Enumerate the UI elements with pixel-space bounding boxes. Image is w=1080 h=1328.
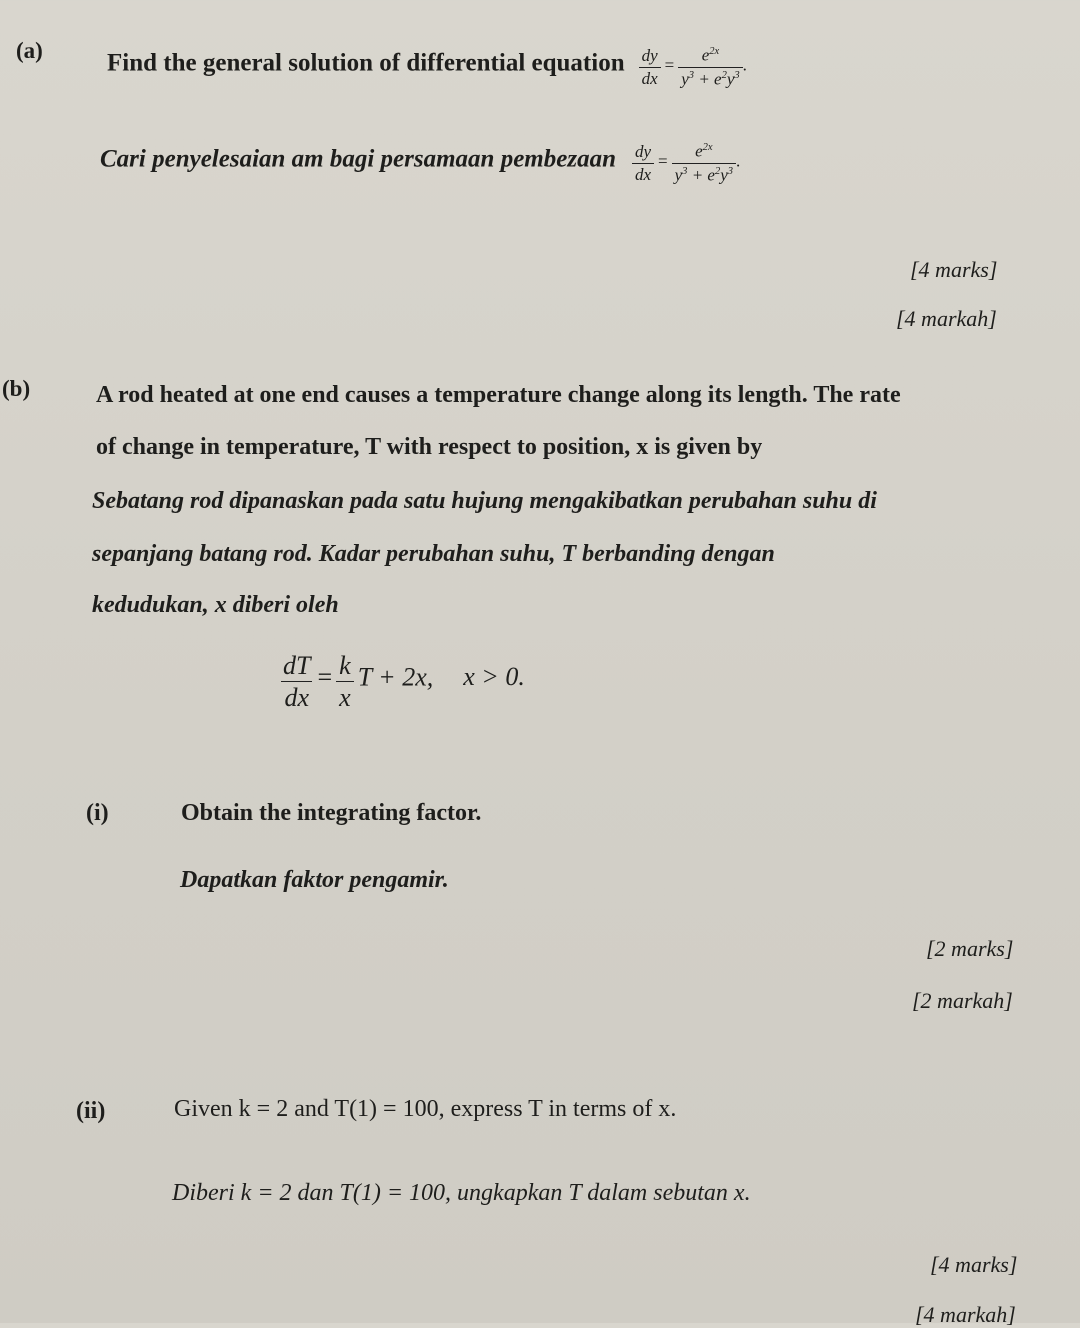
- part-b-eq-lhs-num: dT: [283, 651, 311, 680]
- part-a-label: (a): [16, 38, 43, 63]
- sub-i-marks-en: [2 marks]: [926, 936, 1014, 961]
- part-b-intro-ms-line2: sepanjang batang rod. Kadar perubahan suhu, T berbanding dengan: [92, 541, 775, 567]
- part-b-eq-condition: x > 0.: [463, 662, 525, 692]
- part-a-rhs-num: $e^{2x}$: [701, 45, 720, 65]
- part-b-eq-k-num: k: [339, 651, 351, 680]
- sub-ii-text-ms: Diberi k = 2 dan T(1) = 100, ungkapkan T dalam sebutan x.: [172, 1180, 751, 1206]
- part-b-intro-ms-line1: Sebatang rod dipanaskan pada satu hujung mengakibatkan perubahan suhu di: [92, 488, 877, 514]
- sub-ii-marks-ms: [4 markah]: [915, 1302, 1016, 1327]
- part-b-equation: [280, 652, 525, 712]
- part-a-lhs-fraction: [639, 47, 661, 88]
- part-a-question-en-text: Find the general solution of differential equation: [107, 49, 625, 77]
- sub-ii-label: (ii): [76, 1098, 106, 1124]
- part-a-lhs-num: dy: [641, 45, 658, 65]
- part-b-eq-rest: T + 2x,: [357, 662, 434, 692]
- part-b-eq-k-fraction: [336, 652, 354, 712]
- part-a-question-ms-text: Cari penyelesaian am bagi persamaan pembezaan: [100, 145, 616, 173]
- part-a-lhs-den: dx: [639, 67, 661, 88]
- sub-ii-text-en: Given k = 2 and T(1) = 100, express T in terms of x.: [174, 1096, 677, 1122]
- part-a-ms-rhs-fraction: $\frac{e^{2x}}{y^3 + e^2y^3}$: [672, 142, 736, 184]
- sub-i-text-ms: Dapatkan faktor pengamir.: [180, 867, 449, 893]
- part-a-ms-lhs-fraction: $\frac{dy}{dx}$: [632, 143, 654, 184]
- part-a-end-punct: .: [742, 55, 747, 75]
- part-b-label: (b): [2, 376, 31, 401]
- sub-ii-marks-en: [4 marks]: [930, 1252, 1018, 1277]
- part-a-rhs-den: $y^3 + e^2y^3$: [678, 67, 742, 89]
- part-a-rhs-fraction: [678, 46, 742, 88]
- part-b-eq-lhs-fraction: [280, 652, 313, 712]
- part-b-intro-en-line2: of change in temperature, T with respect to position, x is given by: [96, 434, 763, 460]
- part-a-question-ms: Cari penyelesaian am bagi persamaan pembezaan $\frac{dy}{dx}$ = $\frac{e^{2x}}{y^3 + e^2y^3}$ .: [100, 141, 741, 185]
- sub-i-label: (i): [86, 800, 109, 826]
- part-a-eq-sign: =: [664, 55, 675, 75]
- sub-i-text-en: Obtain the integrating factor.: [181, 800, 482, 826]
- part-b-eq-lhs-den: dx: [281, 681, 312, 711]
- part-b-intro-ms-line3: kedudukan, x diberi oleh: [92, 592, 339, 618]
- part-a-marks-ms: [4 markah]: [896, 306, 997, 331]
- sub-i-marks-ms: [2 markah]: [912, 988, 1013, 1013]
- part-b-eq-sign: =: [317, 662, 333, 692]
- part-a-question-en: [107, 46, 747, 88]
- part-b-eq-k-den: x: [336, 681, 354, 711]
- part-b-intro-en-line1: A rod heated at one end causes a temperature change along its length. The rate: [96, 382, 901, 408]
- part-a-marks-en: [4 marks]: [910, 257, 998, 282]
